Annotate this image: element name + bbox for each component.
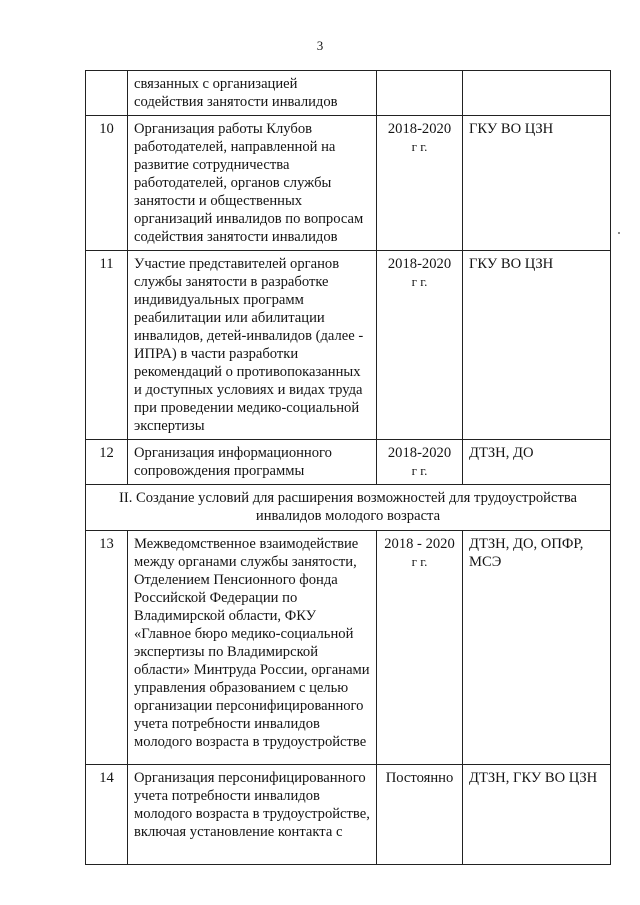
term-sub: г г.: [411, 139, 428, 154]
row-number: 11: [86, 251, 128, 440]
row-executor: ДТЗН, ДО, ОПФР, МСЭ: [463, 531, 611, 765]
page-number: 3: [316, 38, 324, 53]
row-description: Организация персонифицированного учета потребности инвалидов молодого возраста в трудоустройстве, включая установление контакта с: [128, 765, 377, 865]
row-description: Участие представителей органов службы занятости в разработке индивидуальных программ реабилитации или абилитации инвалидов, детей-инвалидов (далее - ИПРА) в части разработки рекомендаций о противопоказанных и доступных условиях и видах труда при проведении медико-социальной экспертизы: [128, 251, 377, 440]
row-number: 13: [86, 531, 128, 765]
row-term: [377, 531, 463, 765]
row-number: 12: [86, 440, 128, 485]
row-term: [377, 765, 463, 865]
term-sub: г г.: [411, 463, 428, 478]
row-description: Организация информационного сопровождения программы: [128, 440, 377, 485]
row-number: 14: [86, 765, 128, 865]
row-term: [377, 71, 463, 116]
table-row: [86, 116, 611, 251]
section-heading: II. Создание условий для расширения возможностей для трудоустройства инвалидов молодого возраста: [86, 485, 611, 531]
term-main: 2018 - 2020: [384, 536, 455, 552]
row-executor: [463, 71, 611, 116]
row-term: [377, 251, 463, 440]
row-executor: ГКУ ВО ЦЗН: [463, 116, 611, 251]
scan-speck: [618, 232, 620, 234]
table-row: [86, 251, 611, 440]
row-term: [377, 116, 463, 251]
row-executor: ГКУ ВО ЦЗН: [463, 251, 611, 440]
section-row: [86, 485, 611, 531]
term-main: 2018-2020: [387, 121, 452, 137]
row-executor: ДТЗН, ГКУ ВО ЦЗН: [463, 765, 611, 865]
table-row: [86, 71, 611, 116]
row-description: Межведомственное взаимодействие между органами службы занятости, Отделением Пенсионного фонда Российской Федерации по Владимирской области, ФКУ «Главное бюро медико-социальной экспертизы по Владимирской области» Минтруда России, органами управления образованием с целью организации персонифицированного учета потребности инвалидов молодого возраста в трудоустройстве: [128, 531, 377, 765]
term-main: Постоянно: [385, 770, 454, 786]
row-number: [86, 71, 128, 116]
row-term: [377, 440, 463, 485]
table-row: [86, 765, 611, 865]
row-description: Организация работы Клубов работодателей, направленной на развитие сотрудничества работодателей, органов службы занятости и общественных организаций инвалидов по вопросам содействия занятости инвалидов: [128, 116, 377, 251]
table-row: [86, 531, 611, 765]
row-executor: ДТЗН, ДО: [463, 440, 611, 485]
term-sub: г г.: [411, 274, 428, 289]
program-table: [85, 70, 611, 865]
term-sub: г г.: [411, 554, 428, 569]
row-description: связанных с организацией содействия занятости инвалидов: [128, 71, 377, 116]
table-row: [86, 440, 611, 485]
row-number: 10: [86, 116, 128, 251]
term-main: 2018-2020: [387, 445, 452, 461]
term-main: 2018-2020: [387, 256, 452, 272]
